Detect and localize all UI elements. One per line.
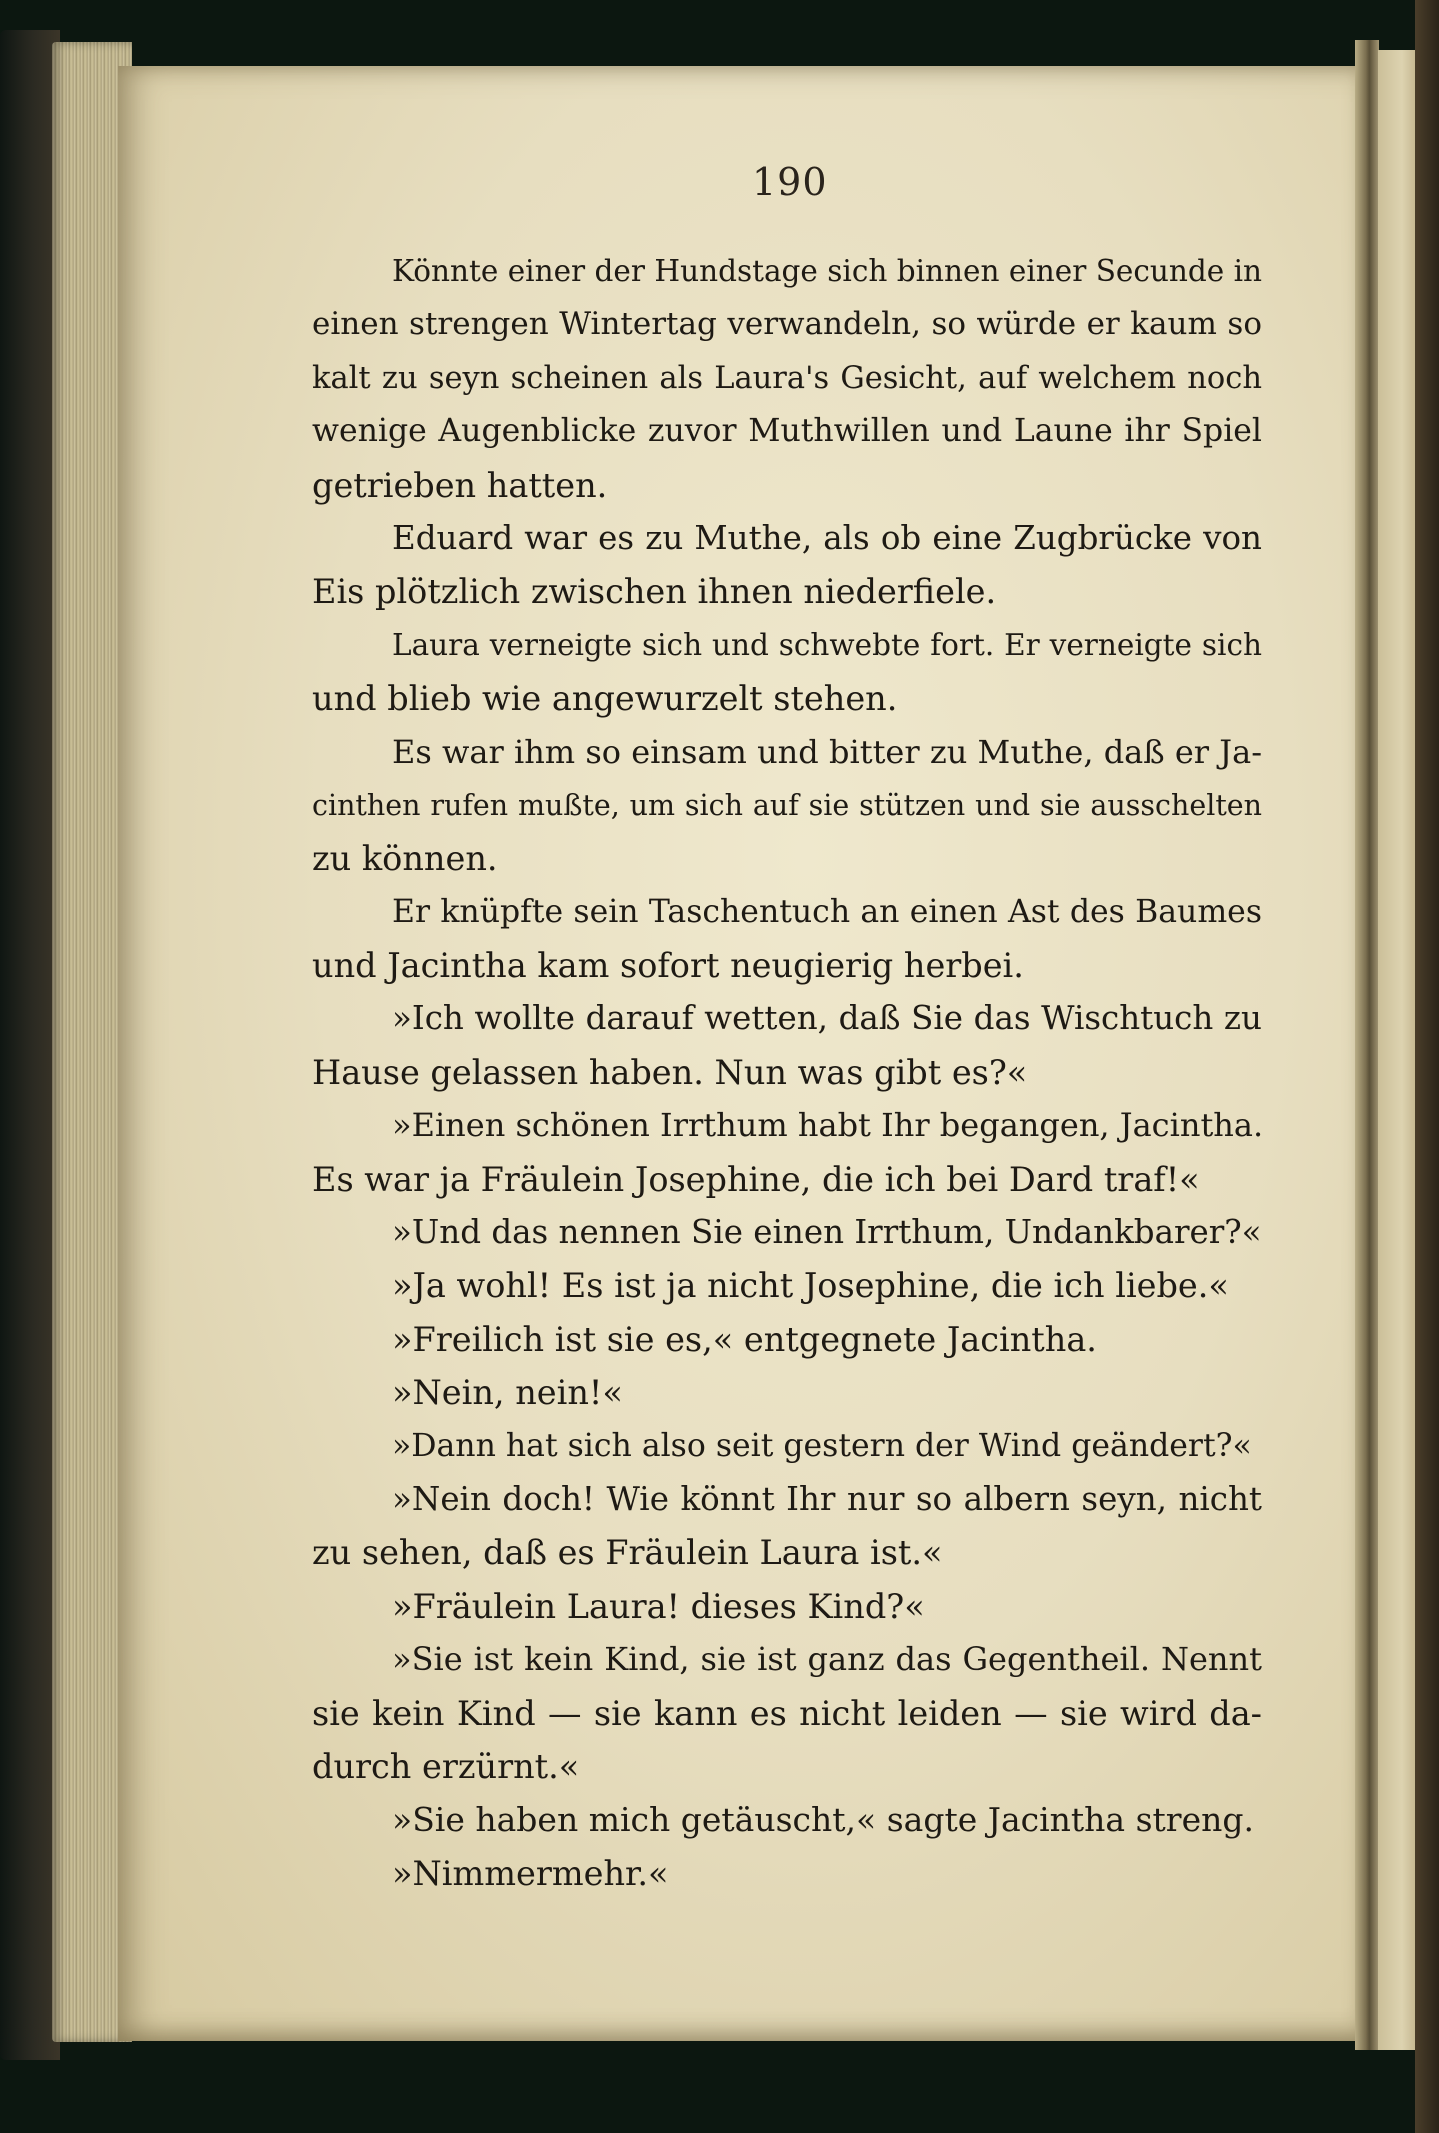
text-line: »Ich wollte darauf wetten, daß Sie das Wischtuch zu — [392, 999, 1262, 1038]
text-line: kalt zu seyn scheinen als Laura's Gesicht, auf welchem noch — [312, 360, 1262, 396]
text-line: »Fräulein Laura! dieses Kind?« — [392, 1586, 925, 1626]
page-number: 190 — [752, 160, 828, 204]
text-line: Hause gelassen haben. Nun was gibt es?« — [312, 1052, 1028, 1092]
text-line: zu können. — [312, 839, 498, 879]
text-line: »Und das nennen Sie einen Irrthum, Undankbarer?« — [392, 1213, 1262, 1252]
text-line: »Nimmermehr.« — [392, 1853, 669, 1893]
text-line: Könnte einer der Hundstage sich binnen einer Secunde in — [392, 254, 1263, 288]
text-line: sie kein Kind — sie kann es nicht leiden — sie wird da- — [312, 1693, 1262, 1733]
text-line: Laura verneigte sich und schwebte fort. Er verneigte sich — [392, 627, 1262, 662]
body-text — [312, 245, 1262, 1900]
text-line: Eduard war es zu Muthe, als ob eine Zugbrücke von — [392, 518, 1262, 557]
book-cover-right — [1415, 0, 1439, 2133]
text-line: »Sie ist kein Kind, sie ist ganz das Gegentheil. Nennt — [392, 1640, 1262, 1679]
book-cover-left — [0, 30, 60, 2060]
text-line: »Ja wohl! Es ist ja nicht Josephine, die ich liebe.« — [392, 1266, 1229, 1306]
text-line: »Nein, nein!« — [392, 1373, 623, 1413]
facing-page-edge — [1378, 50, 1418, 2050]
text-line: zu sehen, daß es Fräulein Laura ist.« — [312, 1533, 943, 1573]
text-line: wenige Augenblicke zuvor Muthwillen und Laune ihr Spiel — [312, 413, 1262, 450]
text-line: »Nein doch! Wie könnt Ihr nur so albern seyn, nicht — [392, 1479, 1262, 1518]
text-line: einen strengen Wintertag verwandeln, so würde er kaum so — [312, 306, 1262, 343]
text-line: und Jacintha kam sofort neugierig herbei. — [312, 946, 1024, 986]
text-line: und blieb wie angewurzelt stehen. — [312, 679, 898, 719]
text-line: getrieben hatten. — [312, 465, 608, 505]
text-line: »Einen schönen Irrthum habt Ihr begangen, Jacintha. — [392, 1106, 1264, 1145]
text-line: »Dann hat sich also seit gestern der Wind geändert?« — [392, 1427, 1252, 1464]
text-line: Eis plötzlich zwischen ihnen niederfiele. — [312, 572, 997, 612]
text-line: »Sie haben mich getäuscht,« sagte Jacintha streng. — [392, 1800, 1254, 1840]
text-line: Es war ihm so einsam und bitter zu Muthe, daß er Ja- — [392, 732, 1262, 771]
text-line: Es war ja Fräulein Josephine, die ich bei Dard traf!« — [312, 1159, 1200, 1199]
book-gutter — [1355, 40, 1379, 2050]
text-line: Er knüpfte sein Taschentuch an einen Ast des Baumes — [392, 893, 1262, 930]
text-line: durch erzürnt.« — [312, 1746, 580, 1786]
text-line: »Freilich ist sie es,« entgegnete Jacintha. — [392, 1319, 1097, 1359]
text-line: cinthen rufen mußte, um sich auf sie stützen und sie ausschelten — [312, 788, 1262, 822]
